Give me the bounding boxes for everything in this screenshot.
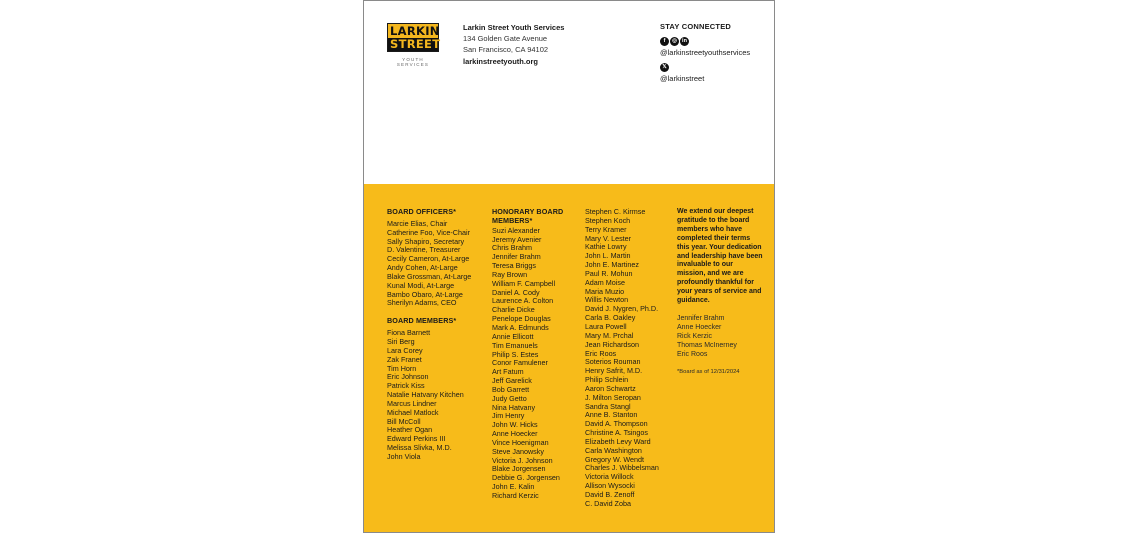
org-address-line-1: 134 Golden Gate Avenue — [463, 34, 548, 44]
honorary-member-name: Philip Schlein — [585, 375, 629, 385]
honorary-member-name: Steve Janowsky — [492, 446, 544, 456]
member-name: John Viola — [387, 451, 421, 461]
honorary-member-name: Stephen C. Kirmse — [585, 207, 646, 216]
honorary-member-name: Carla B. Oakley — [585, 313, 636, 323]
honorary-member-name: John L. Martin — [585, 251, 631, 261]
honorary-member-name: Debbie G. Jorgensen — [492, 473, 560, 483]
honorary-member-name: Mary V. Lester — [585, 233, 632, 243]
honorary-member-name: Jennifer Brahm — [492, 252, 541, 262]
honorary-heading-line-1: HONORARY BOARD — [492, 207, 564, 216]
honorary-member-name: Richard Kerzic — [492, 491, 539, 500]
honorary-member-name: William F. Campbell — [492, 278, 556, 288]
honorary-member-name: C. David Zoba — [585, 498, 631, 508]
member-name: Marcus Lindner — [387, 398, 437, 408]
honorary-list-b — [585, 208, 659, 509]
honorary-member-name: Henry Safrit, M.D. — [585, 366, 643, 376]
linkedin-icon[interactable]: in — [680, 37, 689, 46]
logo-tagline: YOUTH SERVICES — [396, 57, 430, 67]
departing-member-name: Thomas McInerney — [677, 341, 737, 349]
header-section — [364, 1, 774, 184]
larkin-street-logo — [387, 23, 439, 67]
gratitude-names — [677, 315, 763, 360]
honorary-member-name: Charles J. Wibbelsman — [585, 463, 659, 473]
social-handle-main[interactable]: @larkinstreetyouthservices — [660, 48, 751, 57]
honorary-member-name: Adam Moise — [585, 277, 625, 287]
honorary-member-name: Anne Hoecker — [492, 429, 538, 439]
honorary-member-name: Laura Powell — [585, 321, 627, 331]
officers-list — [387, 220, 471, 308]
honorary-member-name: David B. Zenoff — [585, 490, 635, 499]
honorary-member-name: Mary M. Prchal — [585, 330, 634, 340]
honorary-member-name: Eric Roos — [585, 348, 617, 358]
departing-member-name: Eric Roos — [677, 350, 708, 358]
document-page — [363, 0, 775, 533]
x-icon[interactable]: 𝕏 — [660, 63, 669, 72]
org-name: Larkin Street Youth Services — [463, 23, 565, 32]
board-section — [364, 184, 774, 533]
gratitude-message: We extend our deepest gratitude to the board members who have completed their terms this year. Your dedication and leadership have been invaluable to our mission, and we are profoundly thankful for your years of service and guidance. — [677, 208, 763, 305]
departing-member-name: Jennifer Brahm — [677, 314, 725, 322]
honorary-member-name: Daniel A. Cody — [492, 287, 540, 297]
org-website-link[interactable]: larkinstreetyouth.org — [463, 56, 539, 66]
honorary-member-name: Terry Kramer — [585, 224, 627, 234]
honorary-member-name: Teresa Briggs — [492, 261, 536, 271]
officers-column — [387, 208, 471, 462]
honorary-member-name: Sandra Stangl — [585, 401, 631, 411]
honorary-member-name: Annie Ellicott — [492, 331, 534, 341]
honorary-member-name: Penelope Douglas — [492, 314, 551, 324]
honorary-member-name: Jean Richardson — [585, 339, 639, 349]
honorary-member-name: Soterios Rouman — [585, 357, 641, 367]
members-heading: BOARD MEMBERS* — [387, 316, 457, 326]
departing-member-name: Rick Kerzic — [677, 332, 713, 340]
honorary-member-name: J. Milton Seropan — [585, 392, 641, 402]
honorary-member-name: Conor Famulener — [492, 358, 548, 368]
instagram-icon[interactable]: ◎ — [670, 37, 679, 46]
honorary-member-name: Jeff Garelick — [492, 376, 532, 386]
honorary-column-a — [492, 208, 563, 501]
honorary-column-b — [585, 208, 659, 509]
honorary-member-name: Judy Getto — [492, 393, 527, 403]
member-name: Eric Johnson — [387, 372, 429, 382]
honorary-member-name: Christine A. Tsingos — [585, 428, 648, 438]
honorary-member-name: Carla Washington — [585, 445, 642, 455]
honorary-member-name: Tim Emanuels — [492, 340, 538, 350]
officer-name: Sally Shapiro, Secretary — [387, 236, 465, 246]
member-name: Siri Berg — [387, 336, 415, 346]
honorary-member-name: Willis Newton — [585, 295, 629, 305]
honorary-member-name: Blake Jorgensen — [492, 464, 546, 474]
honorary-member-name: Anne B. Stanton — [585, 410, 638, 420]
officer-name: Andy Cohen, At-Large — [387, 263, 458, 273]
member-name: Fiona Barnett — [387, 328, 431, 338]
honorary-member-name: Jeremy Avenier — [492, 234, 542, 244]
member-name: Lara Corey — [387, 345, 423, 355]
org-address-line-2: San Francisco, CA 94102 — [463, 45, 549, 55]
board-date-note: *Board as of 12/31/2024 — [677, 368, 740, 375]
honorary-member-name: Victoria J. Johnson — [492, 455, 553, 465]
departing-member-name: Anne Hoecker — [677, 323, 722, 331]
officer-name: Cecily Cameron, At-Large — [387, 254, 470, 264]
honorary-member-name: Art Fatum — [492, 367, 524, 377]
honorary-member-name: Laurence A. Colton — [492, 296, 554, 306]
honorary-member-name: Ray Brown — [492, 269, 528, 279]
member-name: Tim Horn — [387, 363, 417, 373]
honorary-member-name: John E. Martinez — [585, 260, 639, 270]
member-name: Edward Perkins III — [387, 434, 446, 444]
honorary-list-a — [492, 227, 563, 501]
officer-name: Marcie Elias, Chair — [387, 218, 448, 228]
stay-connected — [660, 22, 750, 84]
honorary-member-name: Kathie Lowry — [585, 242, 627, 252]
honorary-member-name: John W. Hicks — [492, 420, 538, 430]
logo-line-1: LARKIN — [390, 24, 440, 38]
honorary-member-name: Chris Brahm — [492, 243, 532, 253]
officer-name: Catherine Foo, Vice-Chair — [387, 227, 470, 237]
logo-line-2: STREET — [390, 37, 441, 51]
honorary-member-name: David J. Nygren, Ph.D. — [585, 304, 659, 314]
facebook-icon[interactable]: f — [660, 37, 669, 46]
honorary-member-name: Nina Hatvany — [492, 402, 536, 412]
honorary-member-name: Gregory W. Wendt — [585, 454, 644, 464]
social-icons — [660, 37, 750, 46]
honorary-member-name: John E. Kalin — [492, 482, 535, 492]
honorary-member-name: Maria Muzio — [585, 286, 625, 296]
honorary-heading-line-2: MEMBERS* — [492, 215, 533, 225]
officer-name: Kunal Modi, At-Large — [387, 280, 455, 290]
member-name: Heather Ogan — [387, 425, 433, 435]
honorary-member-name: Victoria Willock — [585, 472, 634, 482]
honorary-member-name: Paul R. Mohun — [585, 268, 633, 278]
gratitude-block — [677, 208, 763, 376]
member-name: Bill McColl — [387, 416, 421, 426]
honorary-member-name: Bob Garrett — [492, 384, 530, 394]
honorary-member-name: Vince Hoenigman — [492, 437, 549, 447]
members-list — [387, 329, 471, 462]
x-icon-row — [660, 63, 750, 72]
honorary-member-name: Aaron Schwartz — [585, 383, 636, 393]
honorary-member-name: Suzi Alexander — [492, 225, 540, 235]
member-name: Natalie Hatvany Kitchen — [387, 390, 464, 400]
honorary-member-name: Allison Wysocki — [585, 481, 635, 491]
honorary-member-name: Jim Henry — [492, 411, 525, 421]
honorary-member-name: Mark A. Edmunds — [492, 322, 549, 332]
honorary-member-name: Stephen Koch — [585, 215, 631, 225]
honorary-member-name: Charlie Dicke — [492, 305, 535, 315]
honorary-member-name: David A. Thompson — [585, 419, 648, 429]
social-handle-x[interactable]: @larkinstreet — [660, 74, 705, 83]
officer-name: Sherilyn Adams, CEO — [387, 298, 457, 308]
officers-heading: BOARD OFFICERS* — [387, 207, 456, 216]
member-name: Michael Matlock — [387, 407, 439, 417]
member-name: Zak Franet — [387, 354, 422, 364]
logo-box — [387, 23, 439, 52]
officer-name: D. Valentine, Treasurer — [387, 245, 461, 255]
honorary-member-name: Elizabeth Levy Ward — [585, 436, 651, 446]
member-name: Melissa Slivka, M.D. — [387, 443, 452, 453]
officer-name: Bambo Obaro, At-Large — [387, 289, 463, 299]
stay-connected-heading: STAY CONNECTED — [660, 22, 732, 31]
org-contact — [463, 22, 564, 67]
officer-name: Blake Grossman, At-Large — [387, 271, 472, 281]
honorary-member-name: Philip S. Estes — [492, 349, 539, 359]
member-name: Patrick Kiss — [387, 381, 425, 391]
